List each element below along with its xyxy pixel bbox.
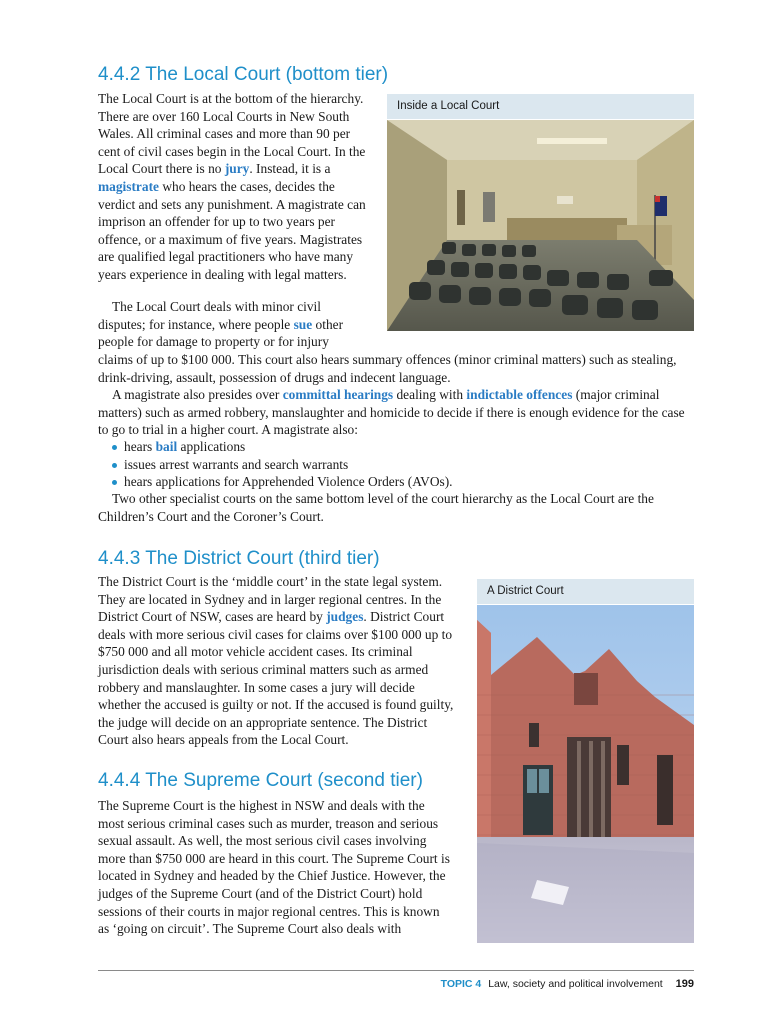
section-heading-local-court: 4.4.2 The Local Court (bottom tier) [98,64,389,85]
magistrate-duties-list [110,438,453,491]
text-run: hears [124,439,156,454]
text-run: . District Court deals with more serious civil cases for claims over $100 000 up to $750 000 and all motor vehicle accident cases. Its criminal jurisdiction deals with serious criminal matters such as armed robbery and manslaughter. In some cases a jury will decide whether the accused is guilty or not. If the accused is found guilty, the judge will decide on an appropriate sentence. The District Court also hears appeals from the Local Court. [98,609,454,748]
list-item [110,438,453,456]
text-run: A magistrate also presides over [112,387,283,402]
key-term-committal-hearings[interactable]: committal hearings [282,387,394,402]
figure-caption-local-court: Inside a Local Court [387,94,694,119]
footer-topic-label: TOPIC 4 [440,978,482,990]
key-term-sue[interactable]: sue [293,316,313,332]
local-court-paragraph-2b: claims of up to $100 000. This court also hears summary offences (minor criminal matters) such as stealing, drink-driving, assault, possession of drugs and indecent language. [98,352,677,385]
page-footer [441,978,694,990]
list-item: issues arrest warrants and search warrants [110,456,453,474]
section-heading-district-court: 4.4.3 The District Court (third tier) [98,548,380,569]
local-court-paragraph-2a [98,298,370,351]
key-term-jury[interactable]: jury [224,161,250,177]
text-run: dealing with [393,387,467,402]
text-run: applications [177,439,246,454]
text-run: (major criminal matters) such as armed robbery, manslaughter and homicide to decide if there is enough evidence for the case to go to trial in a higher court. A magistrate also: [98,387,685,438]
local-court-interior-photo [387,120,694,331]
text-run: The Local Court is at the bottom of the hierarchy. There are over 160 Local Courts in New South Wales. All criminal cases and more than 90 per cent of civil cases begin in the Local Court. In the Local Court there is no [98,91,366,177]
key-term-bail[interactable]: bail [155,439,178,454]
local-court-paragraph-4: Two other specialist courts on the same bottom level of the court hierarchy as the Local Court are the Children’s Court and the Coroner’s Court. [98,491,654,524]
local-court-paragraph-1 [98,90,370,284]
text-run: The Local Court deals with minor civil disputes; for instance, where people [98,299,321,332]
figure-caption-district-court: A District Court [477,579,694,604]
footer-divider [98,970,694,971]
local-court-paragraph-3 [98,386,694,439]
district-court-building-photo [477,605,694,943]
text-run: . Instead, it is a [249,161,331,177]
footer-topic-title: Law, society and political involvement [488,978,663,990]
section-heading-supreme-court: 4.4.4 The Supreme Court (second tier) [98,770,423,791]
supreme-court-paragraph-1: The Supreme Court is the highest in NSW and deals with the most serious criminal cases such as murder, treason and serious sexual assault. As well, the most serious civil cases involving more than $750 000 are heard in this court. The Supreme Court is located in Sydney and headed by the Chief Justice. However, the judges of the Supreme Court (and of the District Court) hold sessions of their courts in major regional centres. This is known as ‘going on circuit’. The Supreme Court also deals with [98,798,450,937]
district-court-paragraph-1 [98,573,454,749]
key-term-indictable-offences[interactable]: indictable offences [466,387,573,402]
text-run: who hears the cases, decides the verdict and sets any punishment. A magistrate can imprison an offender for up to two years per offence, or a maximum of five years. Magistrates are qualified legal practitioners who have many years experience in dealing with legal matters. [98,178,366,282]
text-run: The District Court is the ‘middle court’ in the state legal system. They are located in Sydney and in larger regional centres. In the District Court of NSW, cases are heard by [98,574,443,625]
page-number: 199 [675,978,694,990]
key-term-magistrate[interactable]: magistrate [98,178,159,194]
key-term-judges[interactable]: judges [326,609,364,625]
text-run: other people for damage to property or for injury [98,316,344,350]
list-item: hears applications for Apprehended Violence Orders (AVOs). [110,473,453,491]
